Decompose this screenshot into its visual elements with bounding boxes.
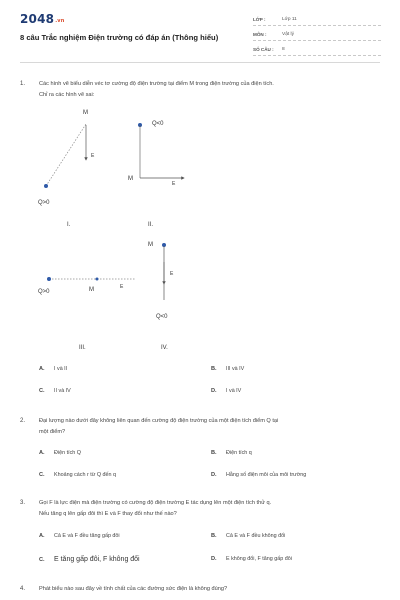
q1-option-b[interactable]: [211, 366, 244, 372]
option-letter: D.: [211, 556, 217, 562]
option-letter: D.: [211, 388, 217, 394]
meta-value: Lớp 11: [282, 17, 297, 22]
question-1-number: 1.: [20, 81, 26, 87]
q1-option-d[interactable]: [211, 388, 241, 394]
option-text: I và IV: [226, 388, 242, 394]
option-letter: C.: [39, 388, 45, 394]
question-text-line: Nếu tăng q lên gấp đôi thì E và F thay đổi như thế nào?: [39, 510, 177, 517]
q2-option-b[interactable]: [211, 450, 252, 456]
fig1-label-q: Q>0: [38, 200, 50, 206]
fig4-label-m: M: [148, 242, 153, 248]
q3-option-d[interactable]: [211, 556, 292, 562]
q1-option-c[interactable]: [39, 388, 71, 394]
logo-text: 2048: [20, 12, 55, 26]
fig3-point-m: [96, 278, 99, 281]
option-letter: D.: [211, 472, 217, 478]
fig2-label-m: M: [128, 176, 133, 182]
fig2-label-e: E: [172, 181, 176, 187]
q1-option-a[interactable]: [39, 366, 67, 372]
option-letter: A.: [39, 366, 45, 372]
question-4-number: 4.: [20, 586, 26, 592]
option-text: Cả E và F đều tăng gấp đôi: [54, 533, 120, 539]
q3-option-c[interactable]: [39, 556, 140, 563]
document-title: 8 câu Trắc nghiệm Điện trường có đáp án (Thông hiểu): [20, 33, 219, 42]
fig3-label-q: Q>0: [38, 289, 50, 295]
meta-label: LỚP :: [253, 17, 266, 22]
option-text: Hằng số điện môi của môi trường: [226, 472, 307, 478]
meta-label: SỐ CÂU :: [253, 47, 274, 52]
option-text: Điện tích Q: [54, 450, 81, 456]
fig3-label-e: E: [120, 284, 124, 290]
question-text-line: Các hình vẽ biểu diễn véc tơ cường độ điện trường tại điểm M trong điện trường của điện tích.: [39, 81, 274, 87]
fig2-label-q: Q<0: [152, 121, 164, 127]
option-letter: B.: [211, 366, 217, 372]
q2-option-d[interactable]: [211, 472, 306, 478]
question-text-line: Chỉ ra các hình vẽ sai:: [39, 91, 95, 98]
fig3-charge-dot: [47, 277, 51, 281]
figure-roman-iii: III.: [79, 345, 86, 351]
figure-roman-i: I.: [67, 222, 71, 228]
question-text-line: Gọi F là lực điện mà điện trường có cường độ điện trường E tác dụng lên một điện tích thử q.: [39, 500, 272, 506]
fig4-label-e: E: [170, 271, 174, 277]
meta-value: Vật lý: [282, 32, 294, 37]
option-text: E tăng gấp đôi, F không đổi: [54, 556, 140, 563]
question-text-line: Phát biểu nào sau đây về tính chất của các đường sức điện là không đúng?: [39, 586, 228, 592]
option-letter: B.: [211, 450, 217, 456]
option-letter: A.: [39, 450, 45, 456]
question-4-text: [39, 584, 384, 595]
question-3-number: 3.: [20, 500, 26, 506]
fig1-dashed-line: [46, 124, 86, 186]
option-text: I và II: [54, 366, 68, 372]
question-2-text: [39, 416, 384, 437]
figure-roman-iv: IV.: [161, 345, 168, 351]
option-letter: C.: [39, 556, 45, 563]
fig3-label-m: M: [89, 287, 94, 293]
meta-value: 8: [282, 47, 285, 52]
logo-domain: .vn: [55, 18, 65, 24]
fig1-label-m: M: [83, 110, 88, 116]
fig4-label-q: Q<0: [156, 314, 168, 320]
option-letter: A.: [39, 533, 45, 539]
option-text: Cả E và F đều không đổi: [226, 533, 286, 539]
option-text: III và IV: [226, 366, 245, 372]
question-text-line: Đại lượng nào dưới đây không liên quan đến cường độ điện trường của một điện tích điểm Q tại: [39, 418, 279, 424]
fig1-charge-dot: [44, 184, 48, 188]
figure-roman-ii: II.: [148, 222, 154, 228]
q2-option-a[interactable]: [39, 450, 81, 456]
option-text: Khoảng cách r từ Q đến q: [54, 472, 117, 478]
option-letter: C.: [39, 472, 45, 478]
option-text: II và IV: [54, 388, 71, 394]
fig1-label-e: E: [91, 153, 95, 159]
option-text: Điện tích q: [226, 450, 252, 456]
option-letter: B.: [211, 533, 217, 539]
question-text-line: một điểm?: [39, 428, 66, 435]
meta-label: MÔN :: [253, 32, 267, 37]
question-2-number: 2.: [20, 418, 26, 424]
q3-option-a[interactable]: [39, 533, 120, 539]
q2-option-c[interactable]: [39, 472, 116, 478]
q3-option-b[interactable]: [211, 533, 285, 539]
question-3-text: [39, 498, 384, 519]
option-text: E không đổi, F tăng gấp đôi: [226, 556, 292, 562]
